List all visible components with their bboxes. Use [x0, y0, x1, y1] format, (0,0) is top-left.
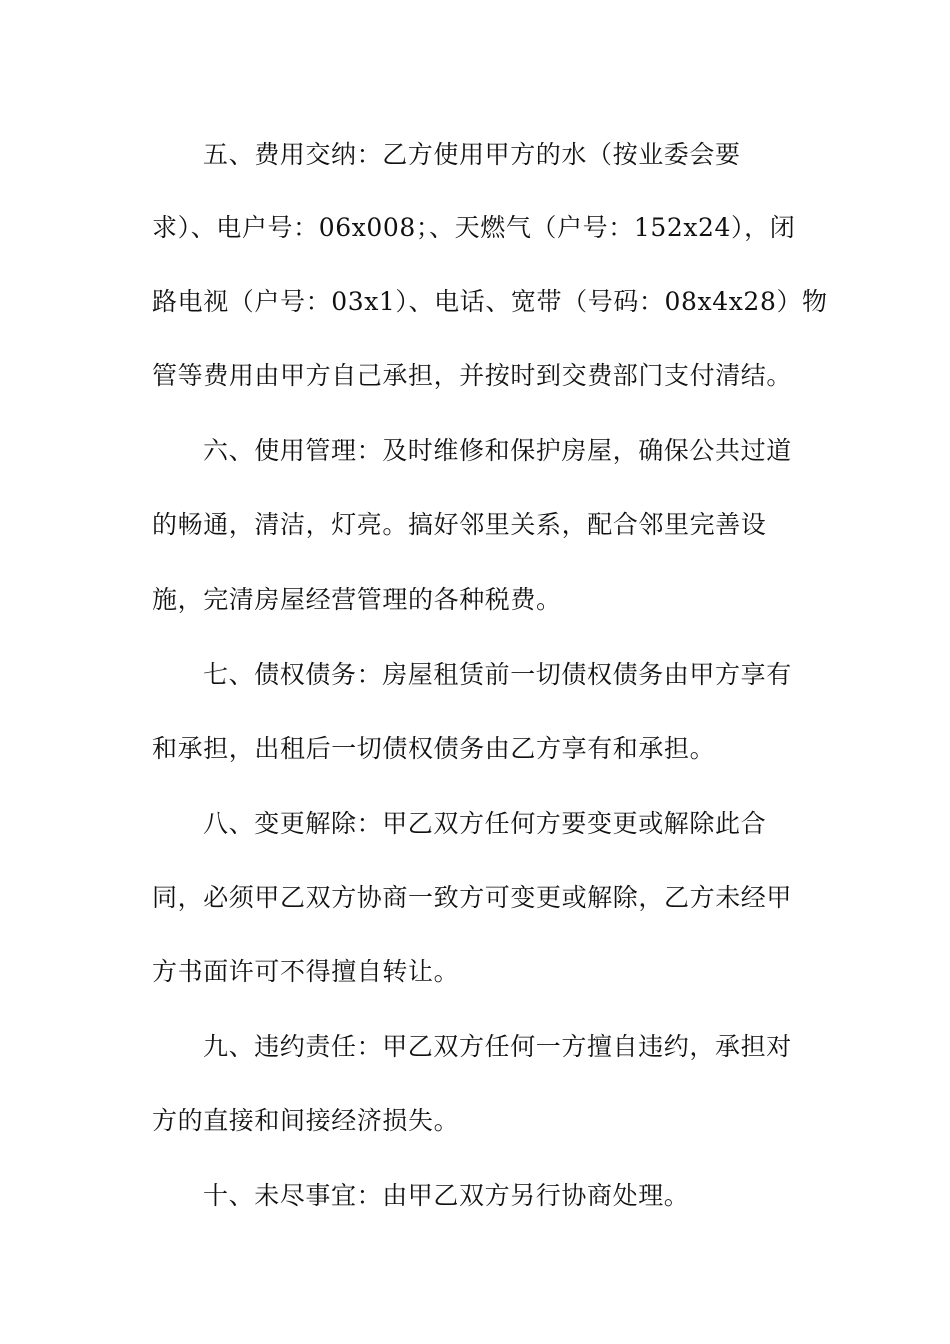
clause-8-line-1: 八、变更解除：甲乙双方任何方要变更或解除此合	[203, 809, 767, 838]
clause-9-line-1: 九、违约责任：甲乙双方任何一方擅自违约，承担对	[203, 1032, 792, 1061]
clause-5-line-1: 五、费用交纳：乙方使用甲方的水（按业委会要	[203, 140, 741, 169]
clause-8-line-2: 同，必须甲乙双方协商一致方可变更或解除，乙方未经甲	[152, 883, 793, 912]
clause-6-line-1: 六、使用管理：及时维修和保护房屋，确保公共过道	[203, 436, 792, 465]
clause-9-line-2: 方的直接和间接经济损失。	[152, 1106, 460, 1135]
clause-10-line-1: 十、未尽事宜：由甲乙双方另行协商处理。	[203, 1181, 690, 1210]
clause-6-line-3: 施，完清房屋经营管理的各种税费。	[152, 585, 562, 614]
clause-7-line-1: 七、债权债务：房屋租赁前一切债权债务由甲方享有	[203, 660, 792, 689]
clause-8-line-3: 方书面许可不得擅自转让。	[152, 957, 460, 986]
clause-6-line-2: 的畅通，清洁，灯亮。搞好邻里关系，配合邻里完善设	[152, 510, 767, 539]
clause-5-line-4: 管等费用由甲方自己承担，并按时到交费部门支付清结。	[152, 361, 793, 390]
clause-5-line-2: 求）、电户号：06x008；、天燃气（户号：152x24），闭	[152, 213, 796, 242]
clause-7-line-2: 和承担，出租后一切债权债务由乙方享有和承担。	[152, 734, 716, 763]
clause-5-line-3: 路电视（户号：03x1）、电话、宽带（号码：08x4x28）物	[152, 287, 828, 316]
